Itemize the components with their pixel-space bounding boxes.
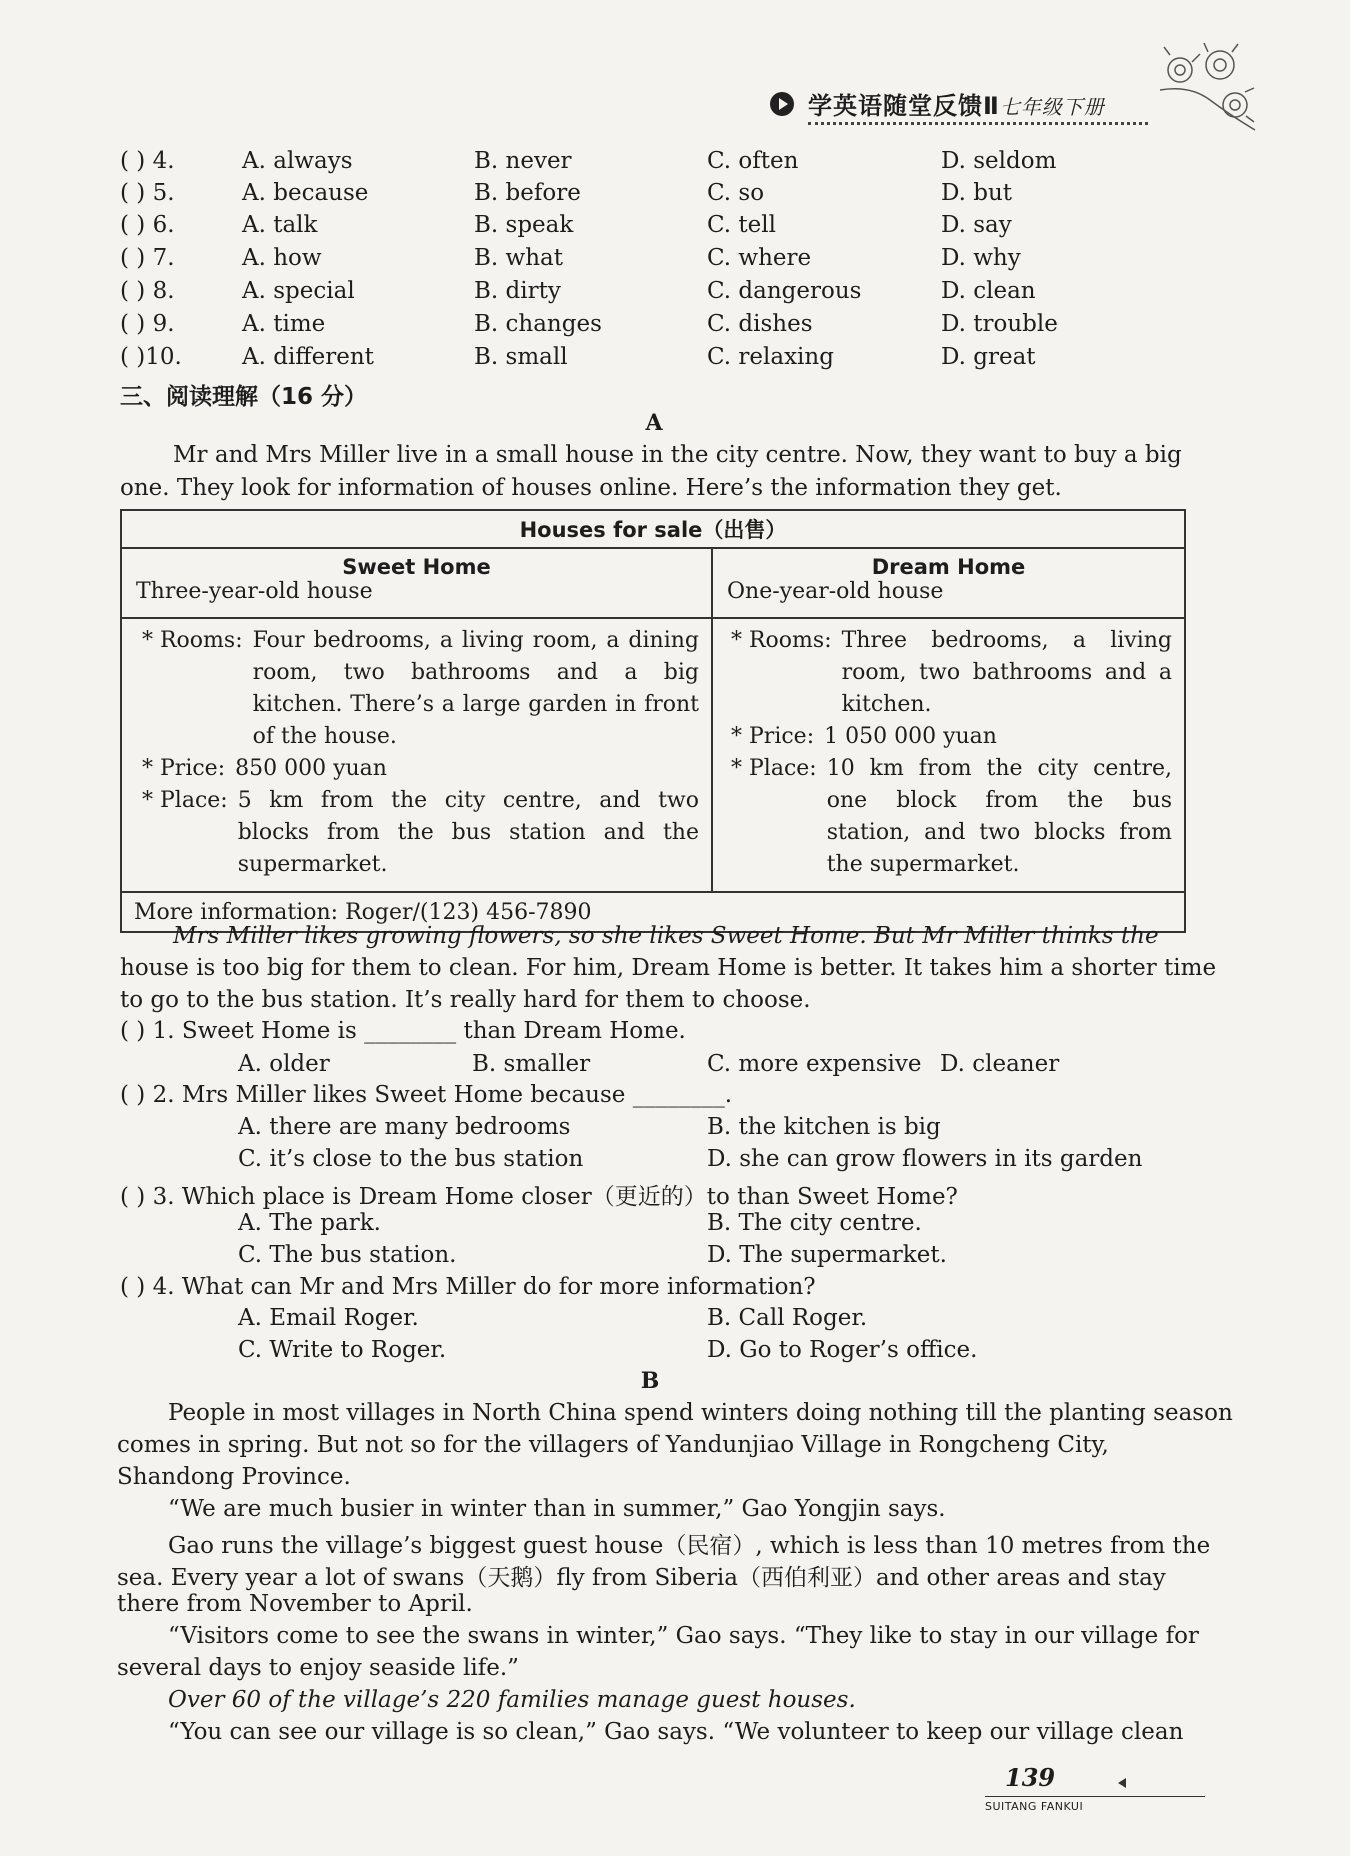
- option-b: B. The city centre.: [707, 1210, 922, 1236]
- option-a: A. older: [238, 1051, 330, 1077]
- price-row: [142, 753, 699, 785]
- footer-brand: SUITANG FANKUI: [985, 1800, 1084, 1813]
- option-d: D. but: [941, 180, 1013, 206]
- passage-b-line: “Visitors come to see the swans in winter,” Gao says. “They like to stay in our village for: [168, 1623, 1199, 1649]
- option-d: D. The supermarket.: [707, 1242, 947, 1268]
- option-a: A. The park.: [238, 1210, 381, 1236]
- footer-rule: [985, 1796, 1205, 1797]
- section-title: 三、阅读理解（16 分）: [120, 384, 368, 410]
- price-row: [731, 721, 1172, 753]
- option-b: B. never: [474, 148, 572, 174]
- rooms-label: * Rooms:: [142, 628, 243, 653]
- option-d: D. she can grow flowers in its garden: [707, 1146, 1143, 1172]
- option-d: D. seldom: [941, 148, 1057, 174]
- price-label: * Price:: [142, 756, 226, 781]
- option-c: C. tell: [707, 212, 776, 238]
- place-value: 10 km from the city centre, one block from the bus station, and two blocks from the supermarket.: [826, 756, 1172, 877]
- place-value: 5 km from the city centre, and two blocks from the bus station and the supermarket.: [237, 788, 699, 877]
- passage-b-line: comes in spring. But not so for the villagers of Yandunjiao Village in Rongcheng City,: [117, 1432, 1109, 1458]
- option-b: B. dirty: [474, 278, 561, 304]
- option-a: A. how: [242, 245, 322, 271]
- question-number: ( )10.: [120, 344, 182, 370]
- place-label: * Place:: [731, 756, 817, 781]
- option-b: B. before: [474, 180, 581, 206]
- option-c: C. dangerous: [707, 278, 862, 304]
- play-icon: [770, 92, 794, 116]
- book-title: [808, 86, 1105, 121]
- dream-home-name: Dream Home: [871, 555, 1026, 579]
- question-stem: ( ) 1. Sweet Home is ________ than Dream Home.: [120, 1018, 686, 1044]
- option-d: D. say: [941, 212, 1012, 238]
- dream-home-header: [712, 548, 1185, 618]
- question-number: ( ) 5.: [120, 180, 175, 206]
- option-c: C. so: [707, 180, 765, 206]
- passage-a-intro-line: Mr and Mrs Miller live in a small house in the city centre. Now, they want to buy a big: [173, 442, 1182, 468]
- option-c: C. more expensive: [707, 1051, 922, 1077]
- passage-b-label: B: [640, 1368, 660, 1394]
- flower-ornament-icon: [1150, 40, 1260, 140]
- passage-b-line: Gao runs the village’s biggest guest house（民宿）, which is less than 10 metres from the: [168, 1533, 1211, 1559]
- option-c: C. it’s close to the bus station: [238, 1146, 584, 1172]
- place-row: [731, 753, 1172, 881]
- option-a: A. special: [242, 278, 355, 304]
- dream-home-details: [712, 618, 1185, 892]
- sweet-home-age: Three-year-old house: [136, 579, 373, 604]
- passage-b-line: “You can see our village is so clean,” Gao says. “We volunteer to keep our village clean: [168, 1719, 1184, 1745]
- place-row: [142, 785, 699, 881]
- question-number: ( ) 8.: [120, 278, 175, 304]
- passage-b-line: “We are much busier in winter than in summer,” Gao Yongjin says.: [168, 1496, 946, 1522]
- rooms-value: Three bedrooms, a living room, two bathrooms and a kitchen.: [841, 628, 1172, 717]
- price-label: * Price:: [731, 724, 815, 749]
- option-b: B. what: [474, 245, 563, 271]
- option-b: B. smaller: [472, 1051, 591, 1077]
- option-c: C. Write to Roger.: [238, 1337, 447, 1363]
- passage-a-intro-line: one. They look for information of houses online. Here’s the information they get.: [120, 475, 1062, 501]
- dream-home-age: One-year-old house: [727, 579, 944, 604]
- rooms-row: [142, 625, 699, 753]
- price-value: 1 050 000 yuan: [824, 724, 997, 749]
- option-b: B. changes: [474, 311, 602, 337]
- option-c: C. where: [707, 245, 812, 271]
- question-stem: ( ) 4. What can Mr and Mrs Miller do for more information?: [120, 1274, 816, 1300]
- sweet-home-header: [121, 548, 712, 618]
- option-c: C. The bus station.: [238, 1242, 457, 1268]
- rooms-label: * Rooms:: [731, 628, 832, 653]
- houses-for-sale-table: [120, 509, 1186, 933]
- passage-a-body-line: to go to the bus station. It’s really hard for them to choose.: [120, 987, 811, 1013]
- option-a: A. time: [242, 311, 326, 337]
- option-d: D. cleaner: [940, 1051, 1060, 1077]
- question-number: ( ) 9.: [120, 311, 175, 337]
- question-number: ( ) 6.: [120, 212, 175, 238]
- passage-a-label: A: [645, 410, 663, 436]
- passage-b-line: several days to enjoy seaside life.”: [117, 1655, 519, 1681]
- option-c: C. dishes: [707, 311, 813, 337]
- passage-b-line: there from November to April.: [117, 1591, 473, 1617]
- rooms-value: Four bedrooms, a living room, a dining room, two bathrooms and a big kitchen. There’s a large garden in front of the house.: [252, 628, 699, 749]
- option-a: A. because: [242, 180, 369, 206]
- option-d: D. clean: [941, 278, 1036, 304]
- sweet-home-details: [121, 618, 712, 892]
- question-number: ( ) 4.: [120, 148, 175, 174]
- more-information: More information: Roger/(123) 456-7890: [121, 892, 1185, 932]
- passage-a-body-line: house is too big for them to clean. For him, Dream Home is better. It takes him a shorter time: [120, 955, 1217, 981]
- page-arrow-icon: [1118, 1778, 1126, 1788]
- option-d: D. why: [941, 245, 1021, 271]
- place-label: * Place:: [142, 788, 228, 813]
- option-a: A. there are many bedrooms: [238, 1114, 571, 1140]
- question-stem: ( ) 3. Which place is Dream Home closer（更近的）to than Sweet Home?: [120, 1184, 958, 1210]
- option-b: B. small: [474, 344, 568, 370]
- option-a: A. different: [242, 344, 374, 370]
- option-a: A. Email Roger.: [238, 1305, 419, 1331]
- grade-label: 七年级下册: [999, 95, 1105, 119]
- table-caption: Houses for sale（出售）: [121, 510, 1185, 548]
- option-c: C. often: [707, 148, 799, 174]
- sweet-home-name: Sweet Home: [342, 555, 491, 579]
- series-title: 学英语随堂反馈Ⅱ: [808, 92, 1000, 120]
- page-number: 139: [1005, 1763, 1056, 1792]
- rooms-row: [731, 625, 1172, 721]
- question-number: ( ) 7.: [120, 245, 175, 271]
- passage-a-body-line: Mrs Miller likes growing flowers, so she likes Sweet Home. But Mr Miller thinks the: [173, 923, 1159, 949]
- option-a: A. always: [242, 148, 353, 174]
- option-b: B. Call Roger.: [707, 1305, 868, 1331]
- option-d: D. trouble: [941, 311, 1058, 337]
- header-dotted-rule: [808, 122, 1148, 125]
- option-d: D. Go to Roger’s office.: [707, 1337, 978, 1363]
- option-a: A. talk: [242, 212, 318, 238]
- price-value: 850 000 yuan: [235, 756, 387, 781]
- option-c: C. relaxing: [707, 344, 834, 370]
- passage-b-line: People in most villages in North China spend winters doing nothing till the planting season: [168, 1400, 1233, 1426]
- question-stem: ( ) 2. Mrs Miller likes Sweet Home because ________.: [120, 1082, 733, 1108]
- option-b: B. the kitchen is big: [707, 1114, 941, 1140]
- passage-b-line: sea. Every year a lot of swans（天鹅）fly from Siberia（西伯利亚）and other areas and stay: [117, 1565, 1166, 1591]
- passage-b-line: Shandong Province.: [117, 1464, 351, 1490]
- option-d: D. great: [941, 344, 1036, 370]
- passage-b-line: Over 60 of the village’s 220 families manage guest houses.: [168, 1687, 856, 1713]
- option-b: B. speak: [474, 212, 574, 238]
